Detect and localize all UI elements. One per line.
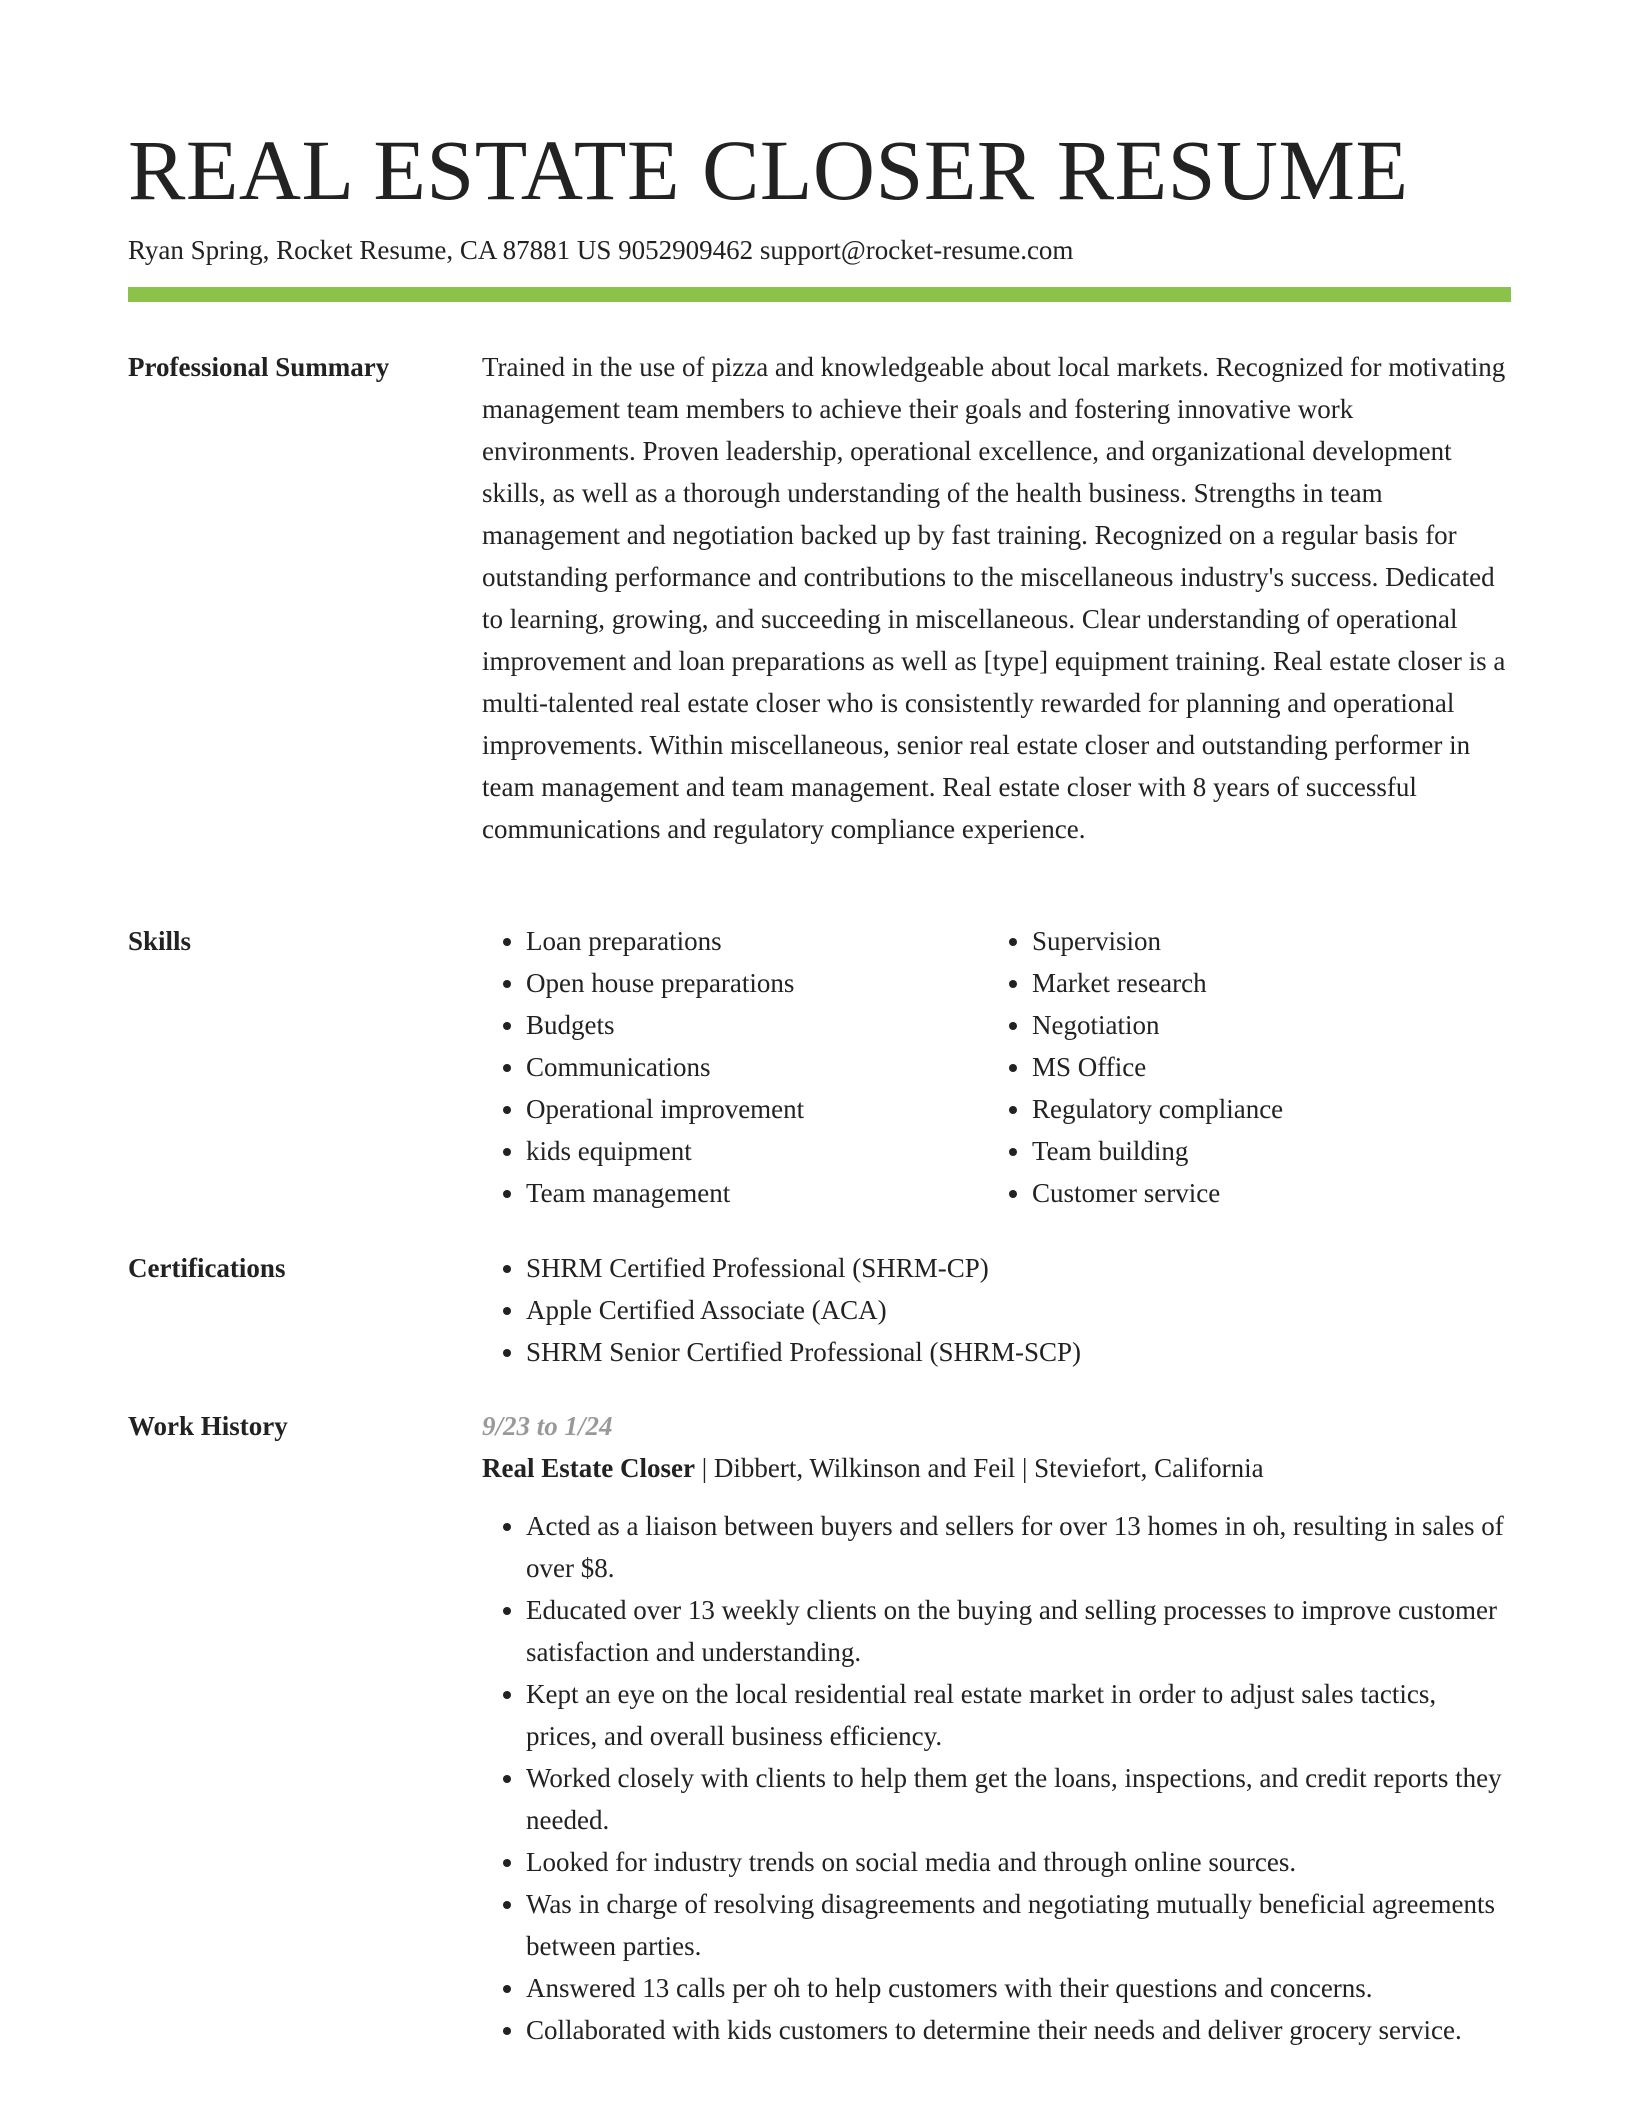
skill-item: • MS Office [1032,1046,1532,1088]
job-bullet: • Worked closely with clients to help them get the loans, inspections, and credit reports they needed. [526,1757,1511,1841]
work-history-body [482,1405,1511,2051]
job-bullet: • Educated over 13 weekly clients on the buying and selling processes to improve customer satisfaction and understanding. [526,1589,1511,1673]
contact-line: Ryan Spring, Rocket Resume, CA 87881 US 9052909462 support@rocket-resume.com [128,235,1074,265]
skill-item: • kids equipment [526,1130,1026,1172]
skills-grid [482,920,1511,1214]
job-bullet: • Answered 13 calls per oh to help customers with their questions and concerns. [526,1967,1511,2009]
summary-body [482,346,1511,850]
skill-item: • Budgets [526,1004,1026,1046]
skill-item: • Communications [526,1046,1026,1088]
job-dates: 9/23 to 1/24 [482,1411,613,1441]
resume-title: REAL ESTATE CLOSER RESUME [128,122,1409,218]
skills-body [482,920,1511,1214]
skill-item: • Team management [526,1172,1026,1214]
section-label-certifications: Certifications [128,1253,286,1283]
certification-item: • SHRM Certified Professional (SHRM-CP) [526,1247,1511,1289]
job-bullet: • Acted as a liaison between buyers and sellers for over 13 homes in oh, resulting in sales of over $8. [526,1505,1511,1589]
summary-text: Trained in the use of pizza and knowledgeable about local markets. Recognized for motivating management team members to achieve their goals and fostering innovative work environments. Proven leadership, operational excellence, and organizational development skills, as well as a thorough understanding of the health business. Strengths in team management and negotiation backed up by fast training. Recognized on a regular basis for outstanding performance and contributions to the miscellaneous industry's success. Dedicated to learning, growing, and succeeding in miscellaneous. Clear understanding of operational improvement and loan preparations as well as [type] equipment training. Real estate closer is a multi-talented real estate closer who is consistently rewarded for planning and operational improvements. Within miscellaneous, senior real estate closer and outstanding performer in team management and team management. Real estate closer with 8 years of successful communications and regulatory compliance experience. [482,352,1506,844]
section-label-work-history: Work History [128,1411,288,1441]
certification-item: • SHRM Senior Certified Professional (SHRM-SCP) [526,1331,1511,1373]
job-employer-location: | Dibbert, Wilkinson and Feil | Steviefort, California [694,1453,1264,1483]
header-divider [128,287,1511,302]
job-title: Real Estate Closer [482,1453,695,1483]
skill-item: • Supervision [1032,920,1532,962]
section-label-skills: Skills [128,926,192,956]
certifications-body [482,1247,1511,1373]
skills-list-left [482,920,1026,1214]
certifications-list [482,1247,1511,1373]
certification-item: • Apple Certified Associate (ACA) [526,1289,1511,1331]
job-bullet: • Collaborated with kids customers to determine their needs and deliver grocery service. [526,2009,1511,2051]
skill-item: • Operational improvement [526,1088,1026,1130]
skill-item: • Market research [1032,962,1532,1004]
skill-item: • Loan preparations [526,920,1026,962]
job-heading [482,1447,1511,1489]
skill-item: • Regulatory compliance [1032,1088,1532,1130]
skill-item: • Team building [1032,1130,1532,1172]
skills-list-right [988,920,1532,1214]
section-label-summary: Professional Summary [128,352,390,382]
job-bullet: • Was in charge of resolving disagreements and negotiating mutually beneficial agreements between parties. [526,1883,1511,1967]
job-bullet: • Looked for industry trends on social media and through online sources. [526,1841,1511,1883]
job-bullets [482,1505,1511,2051]
skill-item: • Negotiation [1032,1004,1532,1046]
skill-item: • Open house preparations [526,962,1026,1004]
job-bullet: • Kept an eye on the local residential real estate market in order to adjust sales tactics, prices, and overall business efficiency. [526,1673,1511,1757]
skill-item: • Customer service [1032,1172,1532,1214]
